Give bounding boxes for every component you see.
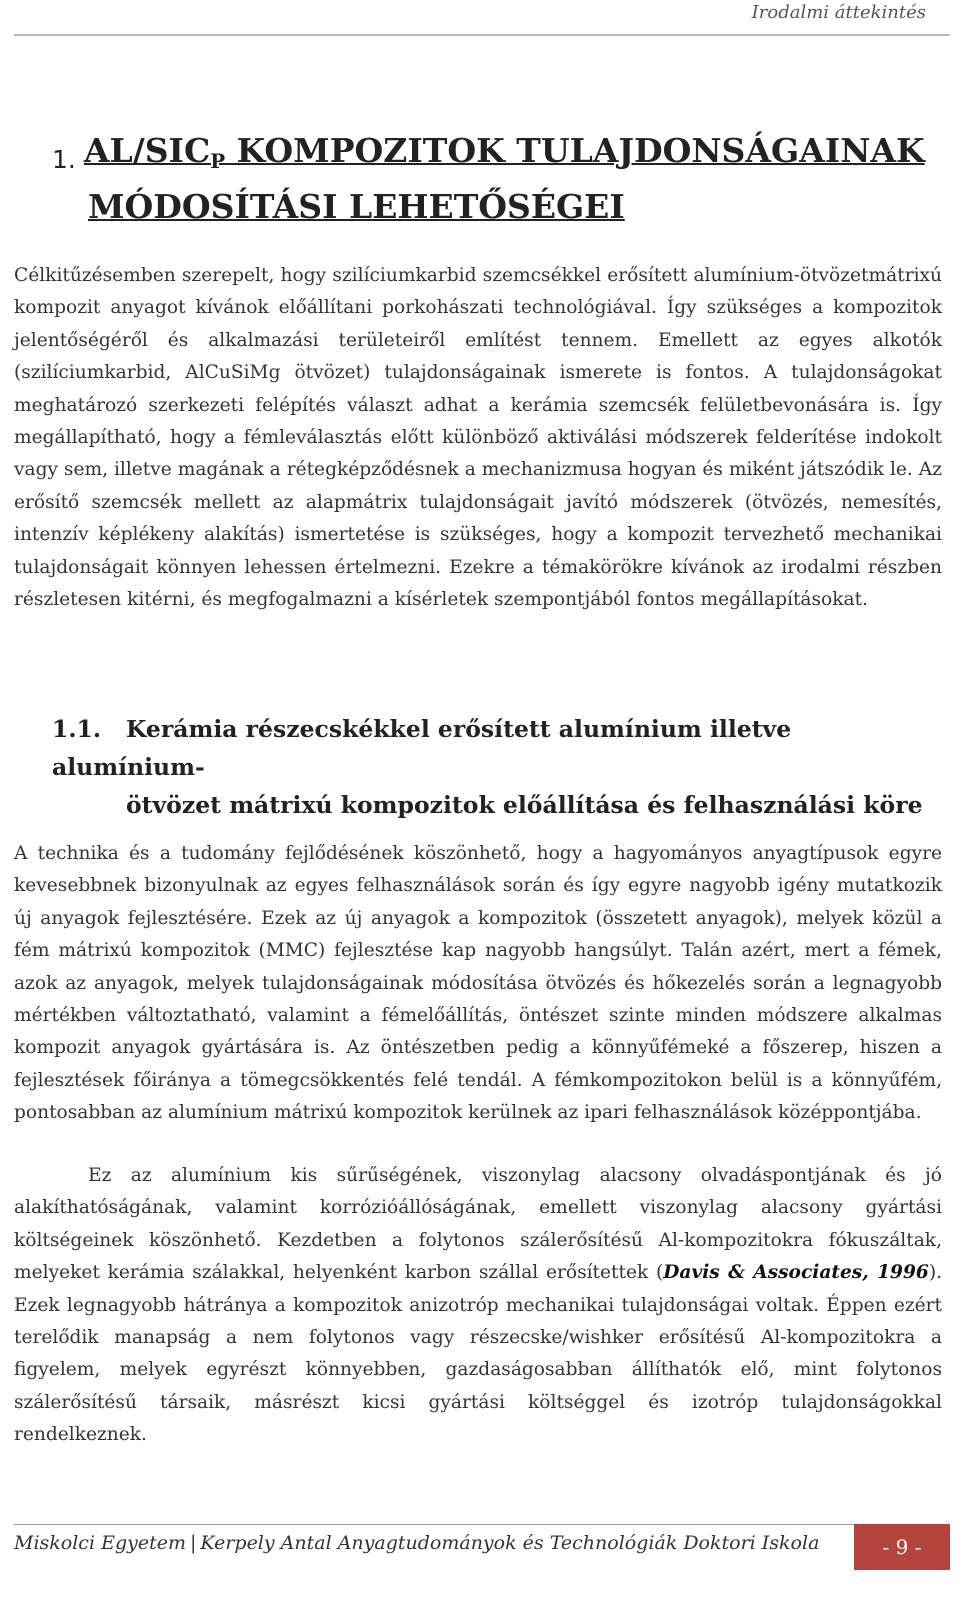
- footer-university: Miskolci Egyetem: [14, 1532, 186, 1554]
- footer-separator: |: [189, 1532, 197, 1554]
- subsection-title-line1: Kerámia részecskékkel erősített alumínium illetve alumínium-: [52, 715, 792, 781]
- page-number: - 9 -: [854, 1524, 950, 1570]
- footer-text: [14, 1532, 819, 1554]
- section-title-subscript: P: [210, 148, 226, 173]
- subsection-heading: [52, 710, 932, 824]
- body-paragraph-1: A technika és a tudomány fejlődésének köszönhető, hogy a hagyományos anyagtípusok egyre kevesebbnek bizonyulnak az egyes felhasználások során és így egyre nagyobb igény mutatkozik új anyagok fejlesztésére. Ezek az új anyagok a kompozitok (összetett anyagok), melyek közül a fém mátrixú kompozitok (MMC) fejlesztése kap nagyobb hangsúlyt. Talán azért, mert a fémek, azok az anyagok, melyek tulajdonságainak módosítása ötvözés és hőkezelés során a legnagyobb mértékben változtatható, valamint a fémelőállítás, öntészet szinte minden módszere alkalmas kompozit anyagok gyártására is. Az öntészetben pedig a könnyűfémeké a főszerep, hiszen a fejlesztések főiránya a tömegcsökkentés felé tendál. A fémkompozitokon belül is a könnyűfém, pontosabban az alumínium mátrixú kompozitok kerülnek az ipari felhasználások középpontjába.: [14, 843, 942, 1124]
- citation: Davis & Associates, 1996: [663, 1262, 929, 1284]
- section-title-line1: [83, 131, 925, 173]
- section-title-part1: AL/SIC: [83, 131, 211, 170]
- subsection-number: 1.1.: [52, 715, 102, 743]
- intro-paragraph: Célkitűzésemben szerepelt, hogy szilíciumkarbid szemcsékkel erősített alumínium-ötvözetmátrixú kompozit anyagot kívánok előállítani porkohászati technológiával. Így szükséges a kompozitok jelentőségéről és alkalmazási területeiről említést tennem. Emellett az egyes alkotók (szilíciumkarbid, AlCuSiMg ötvözet) tulajdonságainak ismerete is fontos. A tulajdonságokat meghatározó szerkezeti felépítés választ adhat a kerámia szemcsék felületbevonására is. Így megállapítható, hogy a fémleválasztás előtt különböző aktiválási módszerek felderítése indokolt vagy sem, illetve magának a rétegképződésnek a mechanizmusa hogyan és miként játszódik le. Az erősítő szemcsék mellett az alapmátrix tulajdonságait javító módszerek (ötvözés, nemesítés, intenzív képlékeny alakítás) ismertetése is szükséges, hogy a kompozit tervezhető mechanikai tulajdonságait könnyen lehessen értelmezni. Ezekre a témakörökre kívánok az irodalmi részben részletesen kitérni, és megfogalmazni a kísérletek szempontjából fontos megállapításokat.: [14, 265, 942, 611]
- header-rule: [14, 34, 950, 36]
- body-paragraph-2-text-a: Ez az alumínium kis sűrűségének, viszonylag alacsony olvadáspontjának és jó alakíthatóságának, valamint korrózióállóságának, emellett viszonylag alacsony gyártási költségeinek köszönhető. Kezdetben a folytonos szálerősítésű Al-kompozitokra fókuszáltak, melyeket kerámia szálakkal, helyenként karbon szállal erősítettek (: [14, 1165, 942, 1284]
- section-title-part2: KOMPOZITOK TULAJDONSÁGAINAK: [225, 131, 925, 170]
- running-header: Irodalmi áttekintés: [751, 2, 926, 23]
- footer-school: Kerpely Antal Anyagtudományok és Technológiák Doktori Iskola: [200, 1532, 820, 1554]
- subsection-title-line2: ötvözet mátrixú kompozitok előállítása és felhasználási köre: [126, 791, 923, 819]
- section-number: 1.: [52, 145, 76, 174]
- body-paragraph-2: [14, 1160, 942, 1452]
- footer-rule: [14, 1524, 950, 1525]
- section-title-line2: MÓDOSÍTÁSI LEHETŐSÉGEI: [88, 186, 625, 226]
- body-paragraph-2-text-b: ). Ezek legnagyobb hátránya a kompozitok anizotróp mechanikai tulajdonságai voltak. Éppen ezért terelődik manapság a nem folytonos vagy részecske/wishker erősítésű Al-kompozitokra a figyelem, melyek egyrészt könnyebben, gazdaságosabban állíthatók elő, mint folytonos szálerősítésű társaik, másrészt kicsi gyártási költséggel és izotróp tulajdonságokkal rendelkeznek.: [14, 1262, 942, 1446]
- section-heading: [52, 128, 932, 230]
